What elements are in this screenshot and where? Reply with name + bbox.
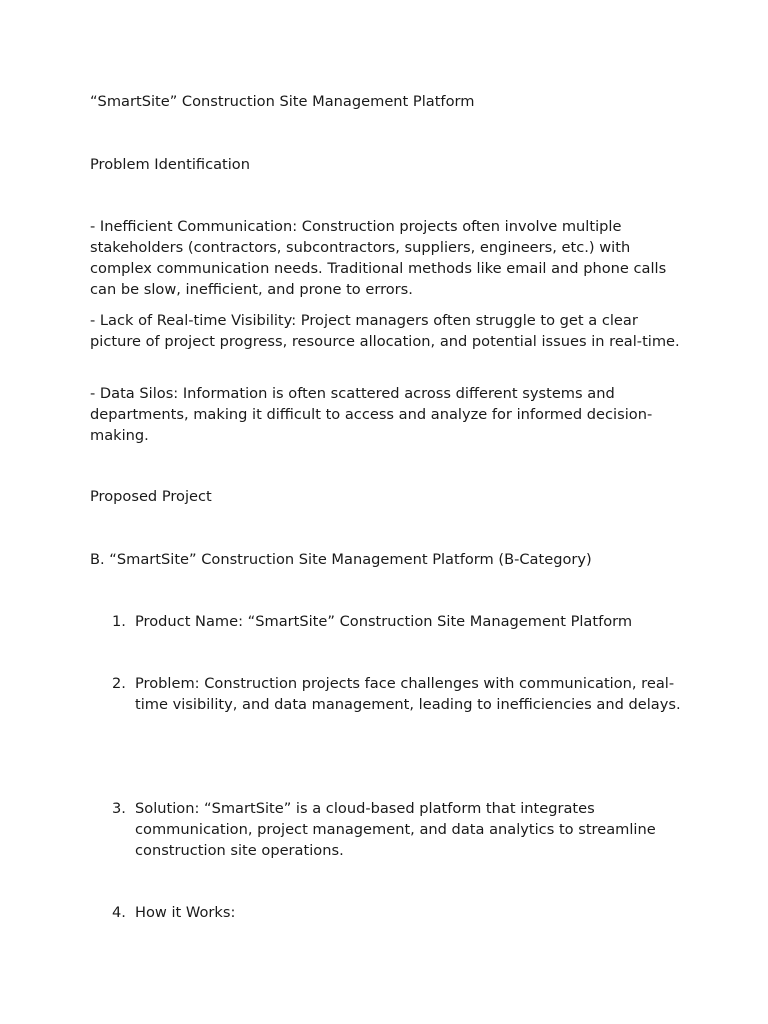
list-number: 4. [112,904,126,921]
list-text: Product Name: “SmartSite” Construction Site Management Platform [135,613,633,630]
proposed-heading: Proposed Project [90,488,212,505]
document-title: “SmartSite” Construction Site Management Platform [90,93,475,110]
category-line: B. “SmartSite” Construction Site Management Platform (B-Category) [90,551,592,568]
list-text: How it Works: [135,904,236,921]
list-number: 2. [112,675,126,692]
list-number: 3. [112,800,126,817]
list-number: 1. [112,613,126,630]
problem-paragraph-communication: - Inefficient Communication: Construction projects often involve multiple stakeholders (contractors, subcontractors, suppliers, engineers, etc.) with complex communication needs. Traditional methods like email and phone calls can be slow, inefficient, and prone to errors. [90,218,667,298]
problem-paragraph-visibility: - Lack of Real-time Visibility: Project managers often struggle to get a clear picture of project progress, resource allocation, and potential issues in real-time. [90,312,680,350]
problem-paragraph-data-silos: - Data Silos: Information is often scattered across different systems and departments, making it difficult to access and analyze for informed decision-making. [90,385,653,444]
list-text: Solution: “SmartSite” is a cloud-based platform that integrates communication, project management, and data analytics to streamline construction site operations. [135,800,656,859]
list-text: Problem: Construction projects face challenges with communication, real-time visibility, and data management, leading to inefficiencies and delays. [135,675,681,713]
problem-heading: Problem Identification [90,156,250,173]
